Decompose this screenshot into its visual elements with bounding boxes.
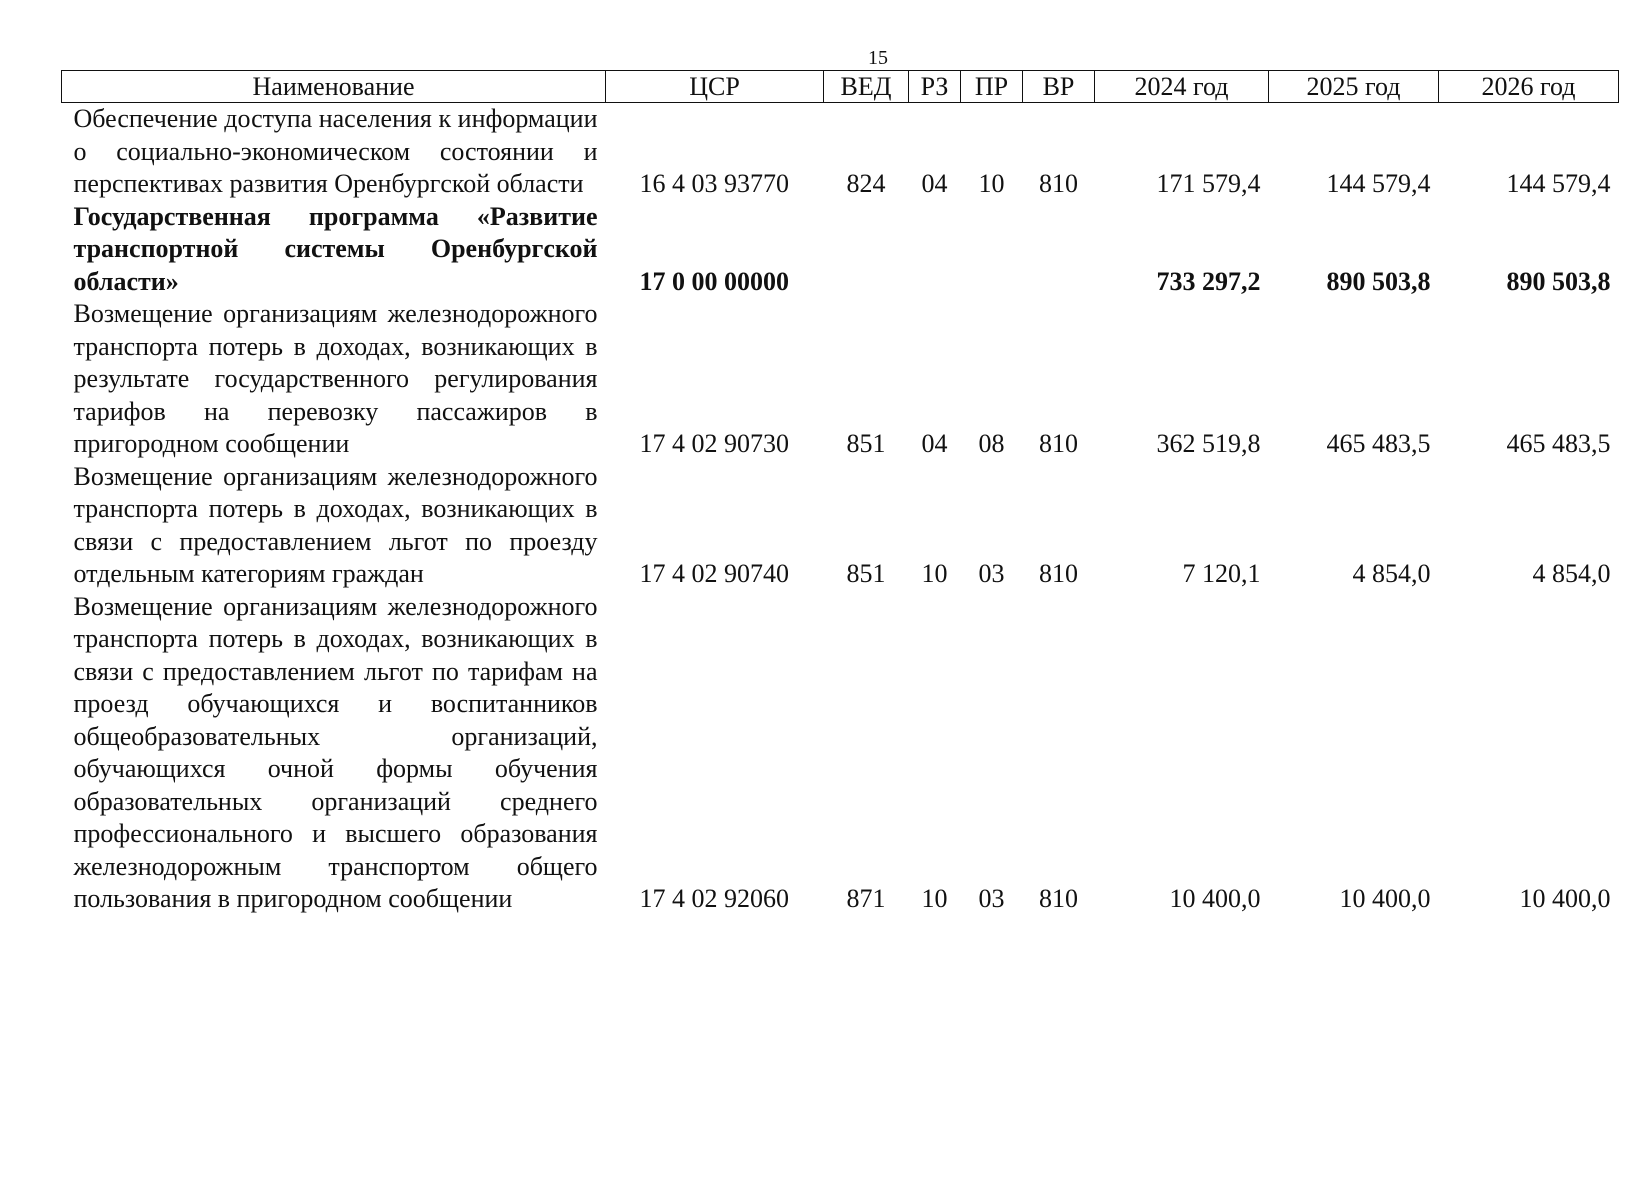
table-row — [62, 591, 1619, 916]
header-2026: 2026 год — [1439, 71, 1619, 103]
row-csr: 17 4 02 92060 — [639, 884, 789, 913]
row-pr: 08 — [978, 429, 1005, 458]
table-row — [62, 103, 1619, 201]
row-rz — [909, 201, 961, 299]
row-2025: 465 483,5 — [1326, 429, 1431, 458]
row-name: Государственная программа «Развитие транспортной системы Оренбургской области» — [73, 201, 598, 296]
row-2026: 465 483,5 — [1506, 429, 1611, 458]
header-2024: 2024 год — [1095, 71, 1269, 103]
header-pr: ПР — [961, 71, 1023, 103]
row-2025: 890 503,8 — [1326, 266, 1431, 296]
row-2024: 171 579,4 — [1156, 169, 1261, 198]
row-2026: 890 503,8 — [1506, 266, 1611, 296]
row-name: Возмещение организациям железнодорожного транспорта потерь в доходах, возникающих в результате государственного регулирования тарифов на перевозку пассажиров в пригородном сообщении — [73, 299, 598, 458]
row-name: Возмещение организациям железнодорожного транспорта потерь в доходах, возникающих в связи с предоставлением льгот по тарифам на проезд обучающихся и воспитанников общеобразовательных организаций, обучающихся очной формы обучения образовательных организаций среднего профессионального и высшего образования железнодорожным транспортом общего пользования в пригородном сообщении — [73, 591, 598, 913]
row-csr: 16 4 03 93770 — [639, 169, 789, 198]
row-ved: 851 — [846, 429, 886, 458]
row-vr: 810 — [1039, 169, 1078, 198]
table-row — [62, 298, 1619, 461]
header-rz: РЗ — [909, 71, 961, 103]
row-ved — [824, 201, 909, 299]
table-row-program — [62, 201, 1619, 299]
row-2026: 144 579,4 — [1506, 169, 1611, 198]
row-2024: 362 519,8 — [1156, 429, 1261, 458]
table-row — [62, 461, 1619, 591]
row-name: Обеспечение доступа населения к информации о социально-экономическом состоянии и перспективах развития Оренбургской области — [73, 104, 598, 198]
row-name: Возмещение организациям железнодорожного транспорта потерь в доходах, возникающих в связи с предоставлением льгот по проезду отдельным категориям граждан — [73, 461, 598, 588]
budget-table — [61, 70, 1619, 916]
row-2024: 10 400,0 — [1169, 884, 1261, 913]
row-2026: 4 854,0 — [1532, 559, 1611, 588]
row-vr — [1023, 201, 1095, 299]
row-rz: 04 — [921, 429, 948, 458]
row-csr: 17 4 02 90730 — [639, 429, 789, 458]
row-2025: 4 854,0 — [1352, 559, 1431, 588]
table-header — [62, 71, 1619, 103]
row-csr: 17 0 00 00000 — [639, 266, 789, 296]
header-name: Наименование — [62, 71, 606, 103]
row-ved: 851 — [846, 559, 886, 588]
header-ved: ВЕД — [824, 71, 909, 103]
row-pr: 03 — [978, 559, 1005, 588]
row-rz: 10 — [921, 884, 948, 913]
row-csr: 17 4 02 90740 — [639, 559, 789, 588]
row-2026: 10 400,0 — [1519, 884, 1611, 913]
header-2025: 2025 год — [1269, 71, 1439, 103]
header-vr: ВР — [1023, 71, 1095, 103]
row-2025: 144 579,4 — [1326, 169, 1431, 198]
header-csr: ЦСР — [606, 71, 824, 103]
row-2024: 7 120,1 — [1182, 559, 1261, 588]
row-ved: 871 — [846, 884, 886, 913]
row-pr — [961, 201, 1023, 299]
row-2025: 10 400,0 — [1339, 884, 1431, 913]
row-vr: 810 — [1039, 429, 1078, 458]
row-rz: 10 — [921, 559, 948, 588]
row-2024: 733 297,2 — [1156, 266, 1261, 296]
row-rz: 04 — [921, 169, 948, 198]
row-vr: 810 — [1039, 559, 1078, 588]
row-vr: 810 — [1039, 884, 1078, 913]
row-pr: 03 — [978, 884, 1005, 913]
row-ved: 824 — [846, 169, 886, 198]
page-number: 15 — [868, 47, 888, 69]
row-pr: 10 — [978, 169, 1005, 198]
